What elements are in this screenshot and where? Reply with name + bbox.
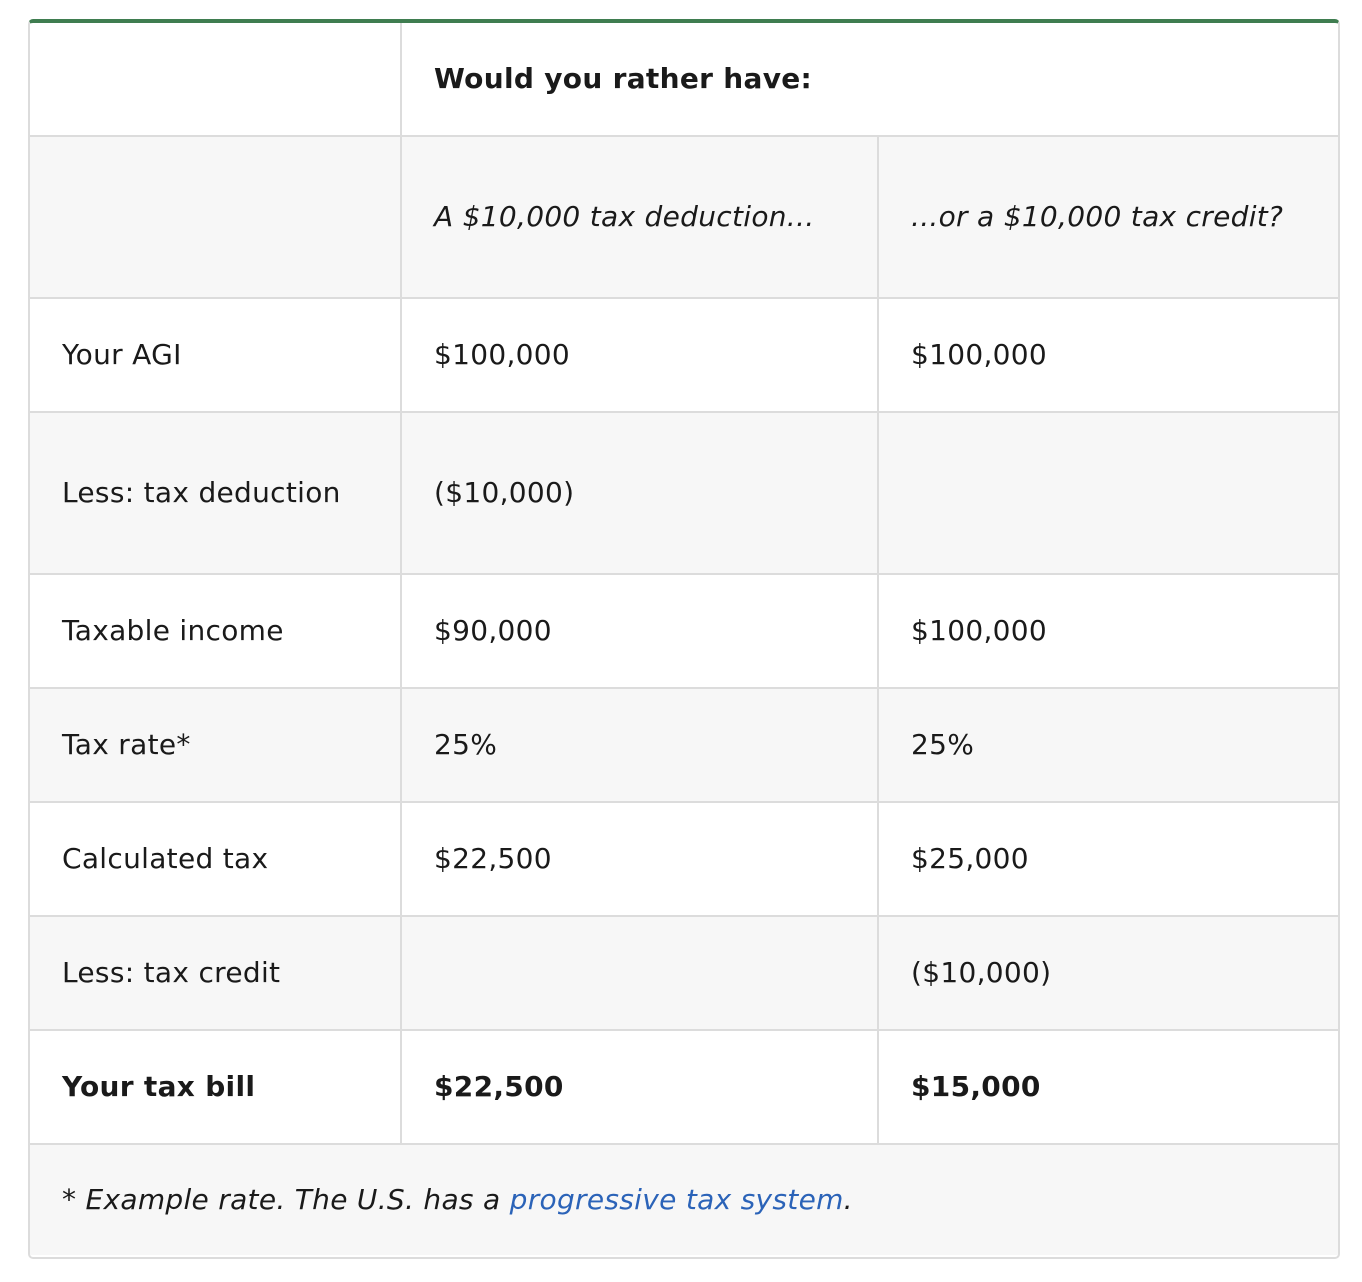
credit-value: $15,000 (878, 1030, 1338, 1144)
table-row (30, 298, 1338, 412)
table-subheader-row (30, 136, 1338, 298)
row-label: Less: tax credit (30, 916, 401, 1030)
deduction-value: ($10,000) (401, 412, 878, 574)
footnote-suffix: . (843, 1183, 853, 1216)
option-deduction-header: A $10,000 tax deduction... (401, 136, 878, 298)
option-credit-header: ...or a $10,000 tax credit? (878, 136, 1338, 298)
deduction-value: $22,500 (401, 802, 878, 916)
credit-value: ($10,000) (878, 916, 1338, 1030)
tax-comparison-table (30, 23, 1338, 1255)
deduction-value: $22,500 (401, 1030, 878, 1144)
table-row (30, 802, 1338, 916)
credit-value: $25,000 (878, 802, 1338, 916)
credit-value (878, 412, 1338, 574)
comparison-table (28, 19, 1340, 1259)
deduction-value (401, 916, 878, 1030)
progressive-tax-system-link[interactable]: progressive tax system (509, 1183, 844, 1216)
deduction-value: $100,000 (401, 298, 878, 412)
deduction-value: $90,000 (401, 574, 878, 688)
table-row (30, 688, 1338, 802)
row-label: Less: tax deduction (30, 412, 401, 574)
row-label: Calculated tax (30, 802, 401, 916)
table-header-row (30, 23, 1338, 136)
table-row (30, 412, 1338, 574)
credit-value: $100,000 (878, 298, 1338, 412)
deduction-value: 25% (401, 688, 878, 802)
credit-value: 25% (878, 688, 1338, 802)
credit-value: $100,000 (878, 574, 1338, 688)
table-footnote-row (30, 1144, 1338, 1255)
header-empty-cell (30, 23, 401, 136)
footnote-prefix: * Example rate. The U.S. has a (62, 1183, 510, 1216)
table-row (30, 574, 1338, 688)
row-label: Taxable income (30, 574, 401, 688)
table-header-title: Would you rather have: (401, 23, 1338, 136)
table-total-row (30, 1030, 1338, 1144)
subheader-empty-cell (30, 136, 401, 298)
row-label: Your AGI (30, 298, 401, 412)
row-label: Tax rate* (30, 688, 401, 802)
row-label: Your tax bill (30, 1030, 401, 1144)
footnote-cell (30, 1144, 1338, 1255)
table-row (30, 916, 1338, 1030)
